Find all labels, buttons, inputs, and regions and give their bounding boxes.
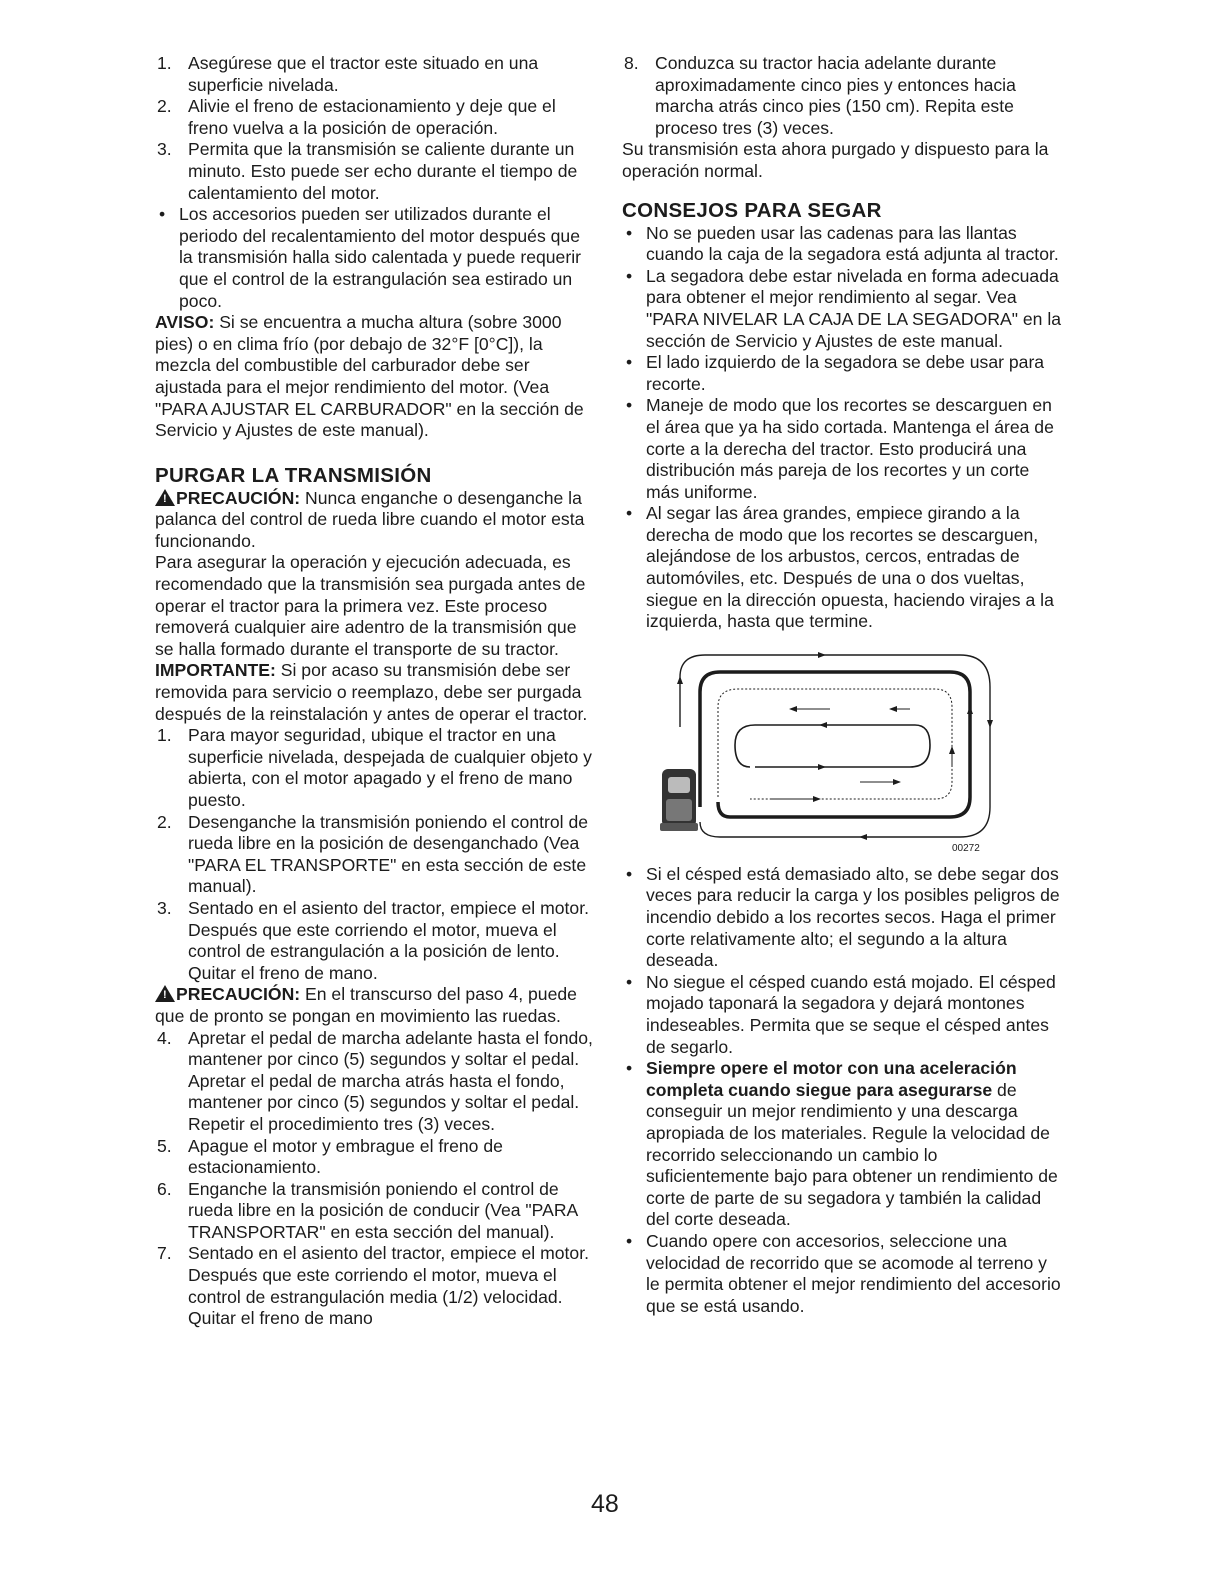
warning-triangle-icon: ! (155, 489, 175, 506)
step-item: 5. Apague el motor y embrague el freno de estacionamiento. (157, 1135, 503, 1178)
paragraph: Su transmisión esta ahora purgado y dispuesto para la operación normal. (622, 139, 1049, 181)
step-item: 1. Asegúrese que el tractor este situado en una superficie nivelada. (157, 53, 539, 95)
paragraph: Para asegurar la operación y ejecución adecuada, es recomendado que la transmisión sea purgada antes de operar el tractor para la primera vez. Este proceso removerá cualquier aire adentro de la transmisión que se halla formado durante el transporte de su tractor. (155, 552, 586, 659)
step-item: 4. Apretar el pedal de marcha adelante hasta el fondo, mantener por cinco (5) segundos y soltar el pedal. Apretar el pedal de marcha atrás hasta el fondo, mantener por cinco (5) segundos y soltar el pedal. Repetir el procedimiento tres (3) veces. (157, 1027, 593, 1134)
step-item: 3. Sentado en el asiento del tractor, empiece el motor. Después que este corriendo el motor, mueva el control de estrangulación a la posición de lento. Quitar el freno de mano. (157, 897, 589, 983)
outer-pass-path (680, 655, 990, 837)
step-item: 6. Enganche la transmisión poniendo el control de rueda libre en la posición de conducir (Vea "PARA TRANSPORTAR" en esta sección del manual). (157, 1178, 578, 1242)
step-item: 7. Sentado en el asiento del tractor, empiece el motor. Después que este corriendo el motor, mueva el control de estrangulación media (1/2) velocidad. Quitar el freno de mano (157, 1243, 589, 1329)
third-pass-path (718, 689, 952, 799)
section-heading-purgar: PURGAR LA TRANSMISIÓN (155, 463, 432, 487)
bullet-item: • El lado izquierdo de la segadora se debe usar para recorte. (626, 352, 1045, 394)
inner-pass-path (735, 725, 930, 767)
bullet-item: • Siempre opere el motor con una aceleración completa cuando siegue para asegurarse de conseguir un mejor rendimiento y una descarga apropiada de los materiales. Regule la velocidad de recorrido seleccionando un cambio lo suficientemente bajo para obtener un rendimiento de corte de parte de su segadora y también la calidad del corte deseada. (626, 1058, 1058, 1230)
bullet-item: • Al segar las área grandes, empiece girando a la derecha de modo que los recortes se descarguen, alejándose de los arbustos, cercos, entradas de automóviles, etc. Después de una o dos vueltas, siegue en la dirección opuesta, haciendo virajes a la izquierda, hasta que termine. (626, 503, 1054, 632)
bullet-item: • Si el césped está demasiado alto, se debe segar dos veces para reducir la carga y los posibles peligros de incendio debido a los recortes secos. Haga el primer corte relativamente alto; el segundo a la altura deseada. (626, 863, 1060, 971)
bullet-item: • Maneje de modo que los recortes se descarguen en el área que ya ha sido cortada. Mantenga el área de corte a la derecha del tractor. Esto producirá una distribución más pareja de los recortes y un corte más uniforme. (626, 395, 1054, 502)
tractor-icon (660, 769, 698, 831)
section-heading-consejos: CONSEJOS PARA SEGAR (622, 198, 882, 222)
mowing-pattern-diagram (660, 647, 1010, 852)
step-item: 2. Desenganche la transmisión poniendo el control de rueda libre en la posición de desenganchado (Vea "PARA EL TRANSPORTE" en esta sección de este manual). (157, 811, 589, 897)
warning-triangle-icon: ! (155, 985, 175, 1002)
precaucion-warning: ! PRECAUCIÓN: En el transcurso del paso 4, puede que de pronto se pongan en movimiento las ruedas. (155, 984, 577, 1026)
step-item: 1. Para mayor seguridad, ubique el tractor en una superficie nivelada, despejada de cualquier objeto y abierta, con el motor apagado y el freno de mano puesto. (157, 725, 592, 810)
page-number: 48 (591, 1490, 619, 1518)
bullet-item: • Cuando opere con accesorios, seleccione una velocidad de recorrido que se acomode al terreno y le permita obtener el mejor rendimiento del accesorio que se está usando. (626, 1230, 1061, 1316)
bullet-item: • No siegue el césped cuando está mojado. El césped mojado taponará la segadora y dejará montones indeseables. Permita que se seque el césped antes de segarlo. (626, 971, 1056, 1057)
bullet-item: • La segadora debe estar nivelada en forma adecuada para obtener el mejor rendimiento al segar. Vea "PARA NIVELAR LA CAJA DE LA SEGADORA" en la sección de Servicio y Ajustes de este manual. (626, 265, 1062, 351)
step-item: 2. Alivie el freno de estacionamiento y deje que el freno vuelva a la posición de operación. (157, 96, 556, 138)
right-column (622, 53, 1062, 1317)
bullet-item: • Los accesorios pueden ser utilizados durante el periodo del recalentamiento del motor después que la transmisión halla sido calentada y puede requerir que el control de la estrangulación sea estirado un poco. (159, 204, 581, 311)
aviso-note: AVISO: Si se encuentra a mucha altura (sobre 3000 pies) o en clima frío (por debajo de 32°F [0°C]), la mezcla del combustible del carburador debe ser ajustada para el mejor rendimiento del motor. (Vea "PARA AJUSTAR EL CARBURADOR" en la sección de Servicio y Ajustes de este manual). (155, 312, 584, 441)
step-item: 3. Permita que la transmisión se caliente durante un minuto. Esto puede ser echo durante el tiempo de calentamiento del motor. (157, 139, 578, 203)
bullet-item: • No se pueden usar las cadenas para las llantas cuando la caja de la segadora está adjunta al tractor. (626, 222, 1059, 265)
precaucion-warning: ! PRECAUCIÓN: Nunca enganche o desenganche la palanca del control de rueda libre cuando el motor esta funcionando. (155, 487, 585, 551)
importante-note: IMPORTANTE: Si por acaso su transmisión debe ser removida para servicio o reemplazo, debe ser purgada después de la reinstalación y antes de operar el tractor. (155, 660, 588, 724)
step-item: 8. Conduzca su tractor hacia adelante durante aproximadamente cinco pies y entonces hacia marcha atrás cinco pies (150 cm). Repita este proceso tres (3) veces. (624, 53, 1016, 138)
left-column (155, 53, 597, 1330)
diagram-code: 00272 (952, 842, 980, 852)
